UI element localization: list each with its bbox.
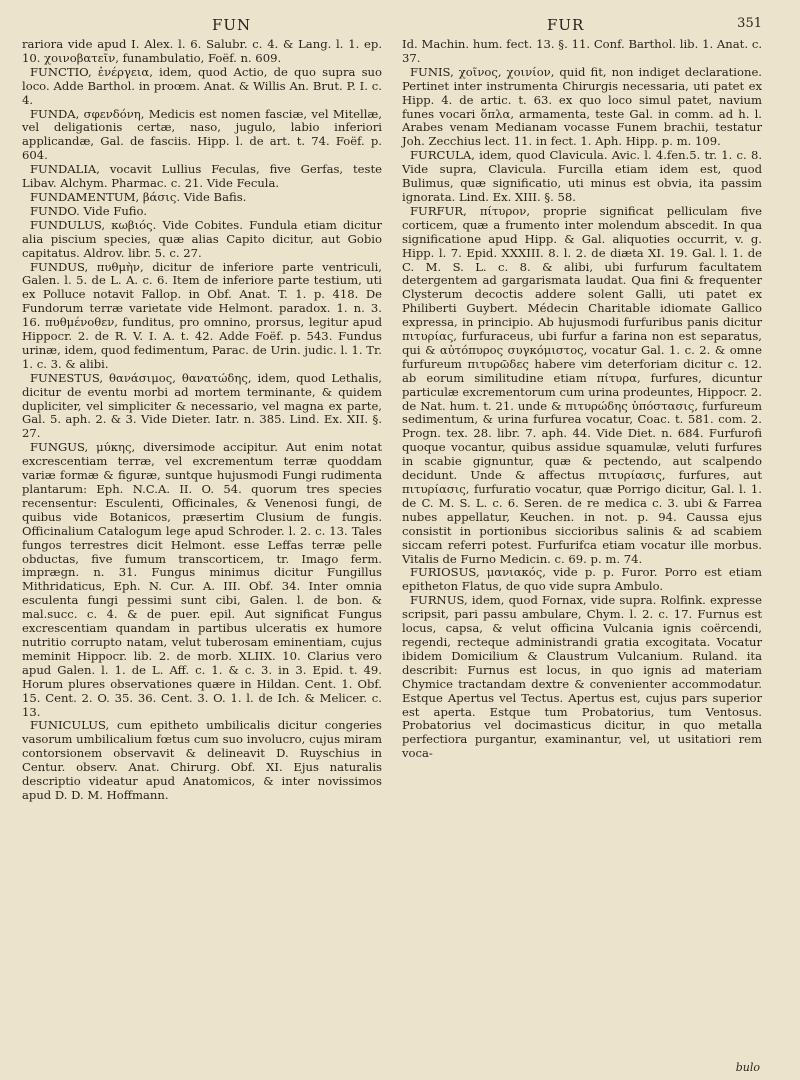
catchword: bulo	[735, 1061, 760, 1074]
entry-furnus: FURNUS, idem, quod Fornax, vide supra. Rolfink. expresse scripsit, pari passu ambulare, Chym. l. 2. c. 17. Furnus est locus, capsa, & velut officina Vulcania ignis coërcendi, regendi, recteque administrandi gratia excogitata. Vocatur ibidem Domicilium & Claustrum Vulcanium. Ruland. ita describit: Furnus est locus, in quo ignis ad materiam Chymice tractandam dextre & convenienter accommodatur. Estque Apertus vel Tectus. Apertus est, cujus pars superior est aperta. Estque tum Probatorius, tum Ventosus. Probatorius vel docimasticus dicitur, in quo metalla perfectiora purgantur, examinantur, vel, ut usitatiori rem voca-	[402, 593, 762, 761]
entry-fundus: FUNDUS, πυθμὴν, dicitur de inferiore parte ventriculi, Galen. l. 5. de L. A. c. 6. Item de inferiore parte testium, uti ex Polluce notavit Fallop. in Obf. Anat. T. 1. p. 418. De Fundorum terræ varietate vide Helmont. paradox. 1. n. 3. 16. πυθμένοθεν, funditus, pro omnino, prorsus, legitur apud Hippocr. 2. de R. V. I. A. t. 42. Adde Foëf. p. 543. Fundus urinæ, idem, quod fedimentum, Parac. de Urin. judic. l. 1. Tr. 1. c. 3. & alibi.	[22, 259, 382, 371]
page-number: 351	[737, 16, 762, 31]
text-columns	[22, 38, 762, 803]
running-head-left: FUN	[212, 16, 252, 34]
entry-fundulus: FUNDULUS, κωβιός. Vide Cobites. Fundula etiam dicitur alia piscium species, quæ alias Capito dicitur, aut Gobio capitatus. Aldrov. libr. 5. c. 27.	[22, 217, 382, 260]
entry-fundalia: FUNDALIA, vocavit Lullius Feculas, five Gerfas, teste Libav. Alchym. Pharmac. c. 21. Vide Fecula.	[22, 162, 382, 191]
entry-funestus: FUNESTUS, θανάσιμος, θανατώδης, idem, quod Lethalis, dicitur de eventu morbi ad mortem terminante, & quidem dupliciter, vel simpliciter & necessario, vel magna ex parte, Gal. 5. aph. 2. & 3. Vide Dieter. Iatr. n. 385. Lind. Ex. XII. §. 27.	[22, 370, 382, 441]
left-column	[22, 38, 382, 803]
entry-funda: FUNDA, σφενδόνη, Medicis est nomen fasciæ, vel Mitellæ, vel deligationis certæ, naso, jugulo, labio inferiori applicandæ, Gal. de fasciis. Hipp. l. de art. t. 74. Foëf. p. 604.	[22, 106, 382, 163]
entry-functio: FUNCTIO, ἐνέργεια, idem, quod Actio, de quo supra suo loco. Adde Barthol. in proœm. Anat. & Willis An. Brut. P. I. c. 4.	[22, 64, 382, 107]
running-head-right: FUR	[547, 16, 585, 34]
entry-furiosus: FURIOSUS, μανιακός, vide p. p. Furor. Porro est etiam epitheton Flatus, de quo vide supra Ambulo.	[402, 565, 762, 594]
page-header	[22, 8, 762, 38]
entry-furcula: FURCULA, idem, quod Clavicula. Avic. l. 4.fen.5. tr. 1. c. 8. Vide supra, Clavicula. Furcilla etiam idem est, quod Bulimus, quæ significatio, uti minus est obvia, ita passim ignorata. Lind. Ex. XIII. §. 58.	[402, 148, 762, 204]
entry-fundo: FUNDO. Vide Fufio.	[30, 203, 148, 218]
entry-funis: FUNIS, χοῖνος, χοινίον, quid fit, non indiget declaratione. Pertinet inter instrumenta Chirurgis necessaria, uti patet ex Hipp. 4. de artic. t. 63. ex quo loco simul patet, navium funes vocari ὅπλα, armamenta, teste Gal. in comm. ad h. l. Arabes venam Medianam vocasse Funem brachii, testatur Joh. Zecchius lect. 11. in fect. 1. Aph. Hipp. p. m. 109.	[402, 64, 762, 149]
entry-paragraph: Id. Machin. hum. fect. 13. §. 11. Conf. Barthol. lib. 1. Anat. c. 37.	[402, 37, 762, 65]
entry-furfur: FURFUR, πίτυρον, proprie significat pelliculam five corticem, quæ a frumento inter molendum abscedit. In qua significatione apud Hipp. & Gal. aliquoties occurrit, v. g. Hipp. l. 7. Epid. XXXIII. 8. l. 2. de diæta XI. 19. Gal. l. 1. de C. M. S. L. c. 8. & alibi, ubi furfurum facultatem detergentem ad gargarismata laudat. Qua fini & frequenter Clysterum decoctis addere solent Galli, uti patet ex Philiberti Guybert. Médecin Charitable idiomate Gallico expressa, in principio. Ab hujusmodi furfuribus panis dicitur πιτυρίας, furfuraceus, ubi furfur a farina non est separatus, qui & αὐτόπυρος συγκόμιστος, vocatur Gal. 1. c. 2. & omne furfureum πιτυρῶδες habere vim deterforiam dicitur c. 12. ab eorum similitudine etiam πίτυρα, furfures, dicuntur particulæ excrementorum cum urina prodeuntes, Hippocr. 2. de Nat. hum. t. 21. unde & πιτυρώδης ὑπόστασις, furfureum sedimentum, & urina furfurea vocatur, Coac. t. 581. com. 2. Progn. tex. 28. libr. 7. aph. 44. Vide Diet. n. 684. Furfurofi quoque vocantur, quibus assidue squamulæ, veluti furfures in scabie gignuntur, quæ & pectendo, aut scalpendo decidunt. Unde & affectus πιτυρίασις, furfures, aut πιτυρίασις, furfuratio vocatur, quæ Porrigo dicitur, Gal. l. 1. de C. M. S. L. c. 6. Seren. de re medica c. 3. ubi & Farrea nubes appellatur, Keuchen. in not. p. 94. Caussa ejus consistit in portionibus siccioribus salinis & ad scabiem siccam referri potest. Furfurifca etiam vocatur ille morbus. Vitalis de Furno Medicin. c. 69. p. m. 74.	[402, 203, 762, 566]
entry-funiculus: FUNICULUS, cum epitheto umbilicalis dicitur congeries vasorum umbilicalium fœtus cum suo involucro, cujus miram contorsionem observavit & delineavit D. Ruyschius in Centur. observ. Anat. Chirurg. Obf. XI. Ejus naturalis descriptio videatur apud Anatomicos, & inter novissimos apud D. D. M. Hoffmann.	[22, 718, 382, 802]
entry-paragraph: rariora vide apud I. Alex. l. 6. Salubr. c. 4. & Lang. l. 1. ep. 10. χοινοβατεῖν, funambulatio, Foëf. n. 609.	[22, 37, 382, 65]
entry-fungus: FUNGUS, μύκης, diversimode accipitur. Aut enim notat excrescentiam terræ, vel excrementum terræ quoddam variæ formæ & figuræ, suntque hujusmodi Fungi rudimenta plantarum: Eph. N.C.A. II. O. 54. quorum tres species recensentur: Esculenti, Officinales, & Venenosi fungi, de quibus vide Botanicos, præsertim Clusium de fungis. Officinalium Catalogum lege apud Schroder. l. 2. c. 13. Tales fungos terrestres dicit Helmont. esse Leffas terræ pelle obductas, five fumum transcorticem, tr. Imago ferm. imprægn. n. 31. Fungus minimus dicitur Fungillus Mithridaticus, Eph. N. Cur. A. III. Obf. 34. Inter omnia esculenta fungi pessimi sunt cibi, Galen. l. de bon. & mal.succ. c. 4. & de puer. epil. Aut significat Fungus excrescentiam quandam in partibus ulceratis ex humore nutritio corrupto natam, velut tuberosam eminentiam, cujus meminit Hippocr. lib. 2. de morb. XLIIX. 10. Clarius vero apud Galen. l. 1. de L. Aff. c. 1. & c. 3. in 3. Epid. t. 49. Horum plures observationes quære in Hildan. Cent. 1. Obf. 15. Cent. 2. O. 35. 36. Cent. 3. O. 1. l. de Ich. & Melicer. c. 13.	[22, 440, 382, 719]
right-column	[402, 38, 762, 803]
entry-fundamentum: FUNDAMENTUM, βάσις. Vide Bafis.	[30, 189, 247, 204]
